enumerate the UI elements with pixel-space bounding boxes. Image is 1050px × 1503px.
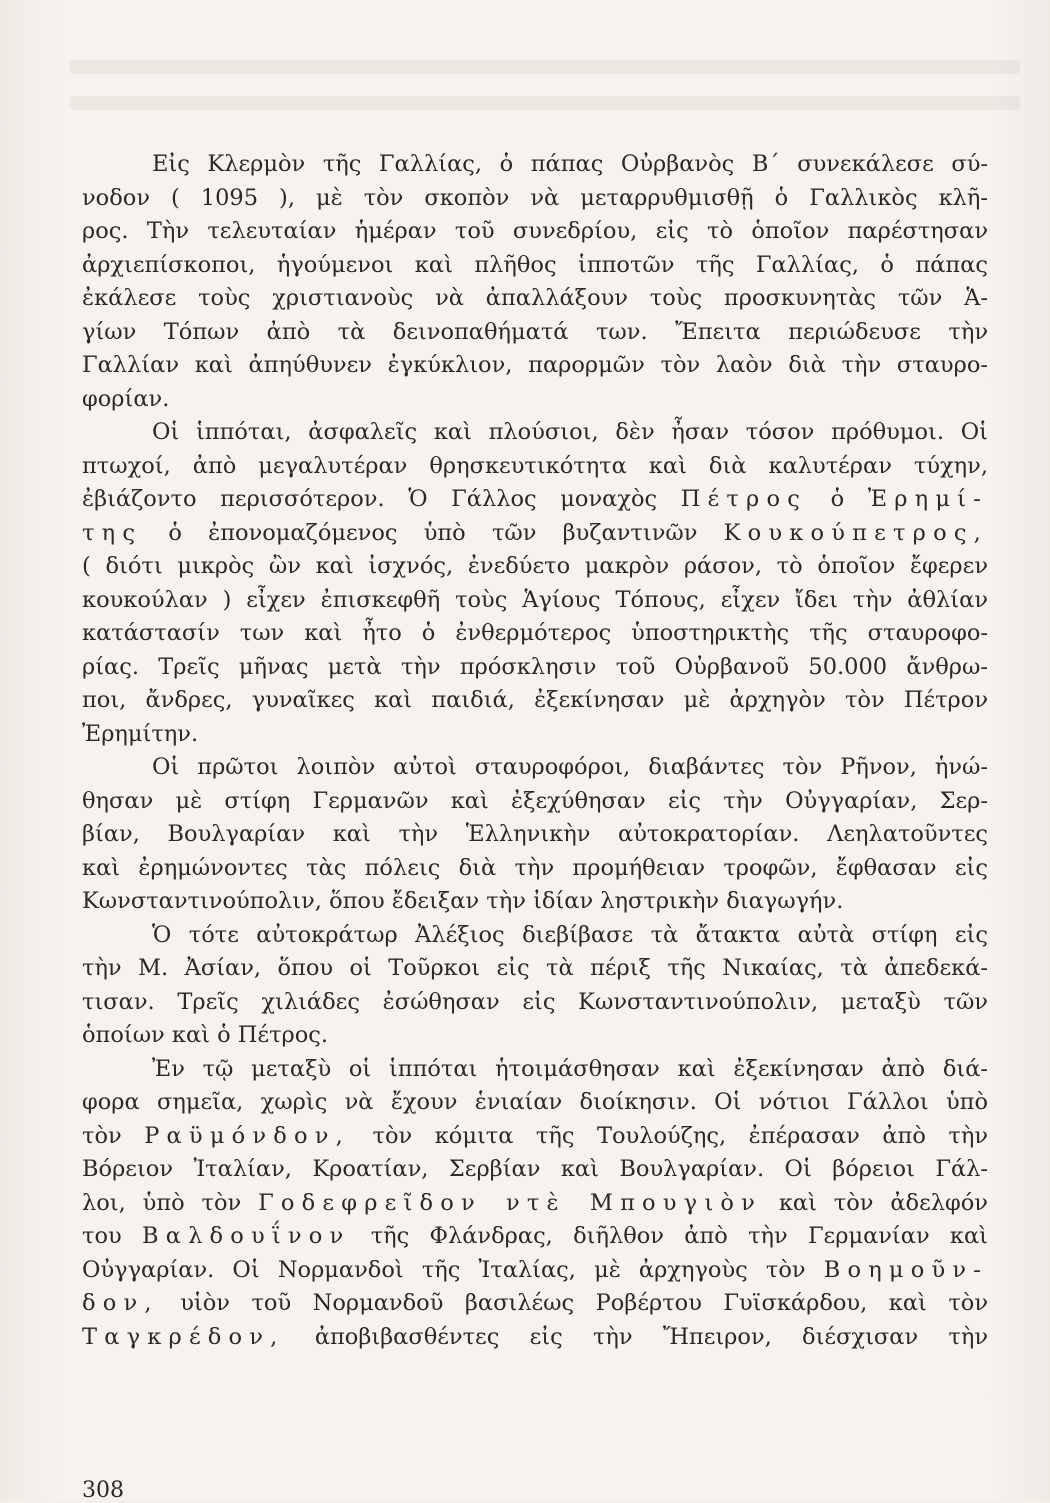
text-line: ποι, ἄνδρες, γυναῖκες καὶ παιδιά, ἐξεκίνησαν μὲ ἀρχηγὸν τὸν Πέτρον xyxy=(82,687,988,713)
text-fragment: υἱὸν τοῦ Νορμανδοῦ βασιλέως Ροβέρτου Γυϊσκάρδου, καὶ τὸν xyxy=(180,1290,988,1316)
text-fragment: καὶ τὸν ἀδελφόν xyxy=(778,1189,988,1216)
text-line xyxy=(82,1220,988,1254)
text-line: βίαν, Βουλγαρίαν καὶ τὴν Ἑλληνικὴν αὐτοκρατορίαν. Λεηλατοῦντες xyxy=(82,821,988,847)
text-fragment: ἐβιάζοντο περισσότερον. Ὁ Γάλλος μοναχὸς xyxy=(82,486,658,512)
text-line: Ὁ τότε αὐτοκράτωρ Ἀλέξιος διεβίβασε τὰ ἄτακτα αὐτὰ στίφη εἰς xyxy=(152,921,988,948)
text-line: γίων Τόπων ἀπὸ τὰ δεινοπαθήματά των. Ἔπειτα περιώδευσε τὴν xyxy=(82,318,988,345)
text-fragment: Οὐγγαρίαν. Οἱ Νορμανδοὶ τῆς Ἰταλίας, μὲ ἀρχηγοὺς τὸν xyxy=(82,1256,806,1283)
text-line xyxy=(82,483,988,517)
bleed-through-shadow xyxy=(70,96,1020,110)
text-fragment: ὁ xyxy=(830,486,845,512)
text-line: ρίας. Τρεῖς μῆνας μετὰ τὴν πρόσκλησιν τοῦ Οὐρβανοῦ 50.000 ἄνθρω- xyxy=(82,653,988,680)
text-line: ( διότι μικρὸς ὢν καὶ ἰσχνός, ἐνεδύετο μακρὸν ράσον, τὸ ὁποῖον ἔφερεν xyxy=(82,553,988,579)
text-fragment: του xyxy=(82,1223,122,1249)
spaced-name: Βοημοῦν- xyxy=(823,1256,988,1283)
text-line: καὶ ἐρημώνοντες τὰς πόλεις διὰ τὴν προμήθειαν τροφῶν, ἔφθασαν εἰς xyxy=(82,854,988,881)
text-line xyxy=(82,1120,988,1154)
text-line: Γαλλίαν καὶ ἀπηύθυνεν ἐγκύκλιον, παρορμῶν τὸν λαὸν διὰ τὴν σταυρο- xyxy=(82,352,988,378)
text-line: ἐκάλεσε τοὺς χριστιανοὺς νὰ ἀπαλλάξουν τοὺς προσκυνητὰς τῶν Ἁ- xyxy=(82,285,988,311)
spaced-name: Βαλδουΐνον xyxy=(141,1223,351,1249)
text-line: φορίαν. xyxy=(82,385,170,412)
text-line: κουκούλαν ) εἶχεν ἐπισκεφθῆ τοὺς Ἁγίους Τόπους, εἶχεν ἴδει τὴν ἀθλίαν xyxy=(82,586,988,613)
text-line: τὴν Μ. Ἀσίαν, ὅπου οἱ Τοῦρκοι εἰς τὰ πέριξ τῆς Νικαίας, τὰ ἀπεδεκά- xyxy=(82,955,988,981)
spaced-name: δον, xyxy=(82,1290,159,1316)
text-fragment: τὸν κόμιτα τῆς Τουλούζης, ἐπέρασαν ἀπὸ τὴν xyxy=(372,1122,988,1149)
text-line: Κωνσταντινούπολιν, ὅπου ἔδειξαν τὴν ἰδίαν ληστρικὴν διαγωγήν. xyxy=(82,888,844,914)
text-fragment: τῆς Φλάνδρας, διῆλθον ἀπὸ τὴν Γερμανίαν καὶ xyxy=(370,1223,988,1249)
bleed-through-shadow xyxy=(70,60,1020,74)
spaced-name: Πέτρος xyxy=(680,486,808,512)
body-text xyxy=(82,148,988,1354)
text-fragment: ἀποβιβασθέντες εἰς τὴν Ἤπειρον, διέσχισαν τὴν xyxy=(314,1323,988,1350)
text-line xyxy=(82,1321,988,1355)
text-line: Ἐν τῷ μεταξὺ οἱ ἱππόται ἡτοιμάσθησαν καὶ ἐξεκίνησαν ἀπὸ διά- xyxy=(152,1055,988,1082)
text-line: πτωχοί, ἀπὸ μεγαλυτέραν θρησκευτικότητα καὶ διὰ καλυτέραν τύχην, xyxy=(82,452,988,479)
text-line: Βόρειον Ἰταλίαν, Κροατίαν, Σερβίαν καὶ Βουλγαρίαν. Οἱ βόρειοι Γάλ- xyxy=(82,1156,988,1182)
text-line: τισαν. Τρεῖς χιλιάδες ἐσώθησαν εἰς Κωνσταντινούπολιν, μεταξὺ τῶν xyxy=(82,988,988,1015)
text-line: ἀρχιεπίσκοποι, ἡγούμενοι καὶ πλῆθος ἱπποτῶν τῆς Γαλλίας, ὁ πάπας xyxy=(82,251,988,278)
text-fragment: ὁ ἐπονομαζόμενος ὑπὸ τῶν βυζαντινῶν xyxy=(168,519,698,546)
page-number: 308 xyxy=(82,1478,124,1503)
text-line: Εἰς Κλερμὸν τῆς Γαλλίας, ὁ πάπας Οὐρβανὸς Β΄ συνεκάλεσε σύ- xyxy=(152,151,988,177)
text-line: θησαν μὲ στίφη Γερμανῶν καὶ ἐξεχύθησαν εἰς τὴν Οὐγγαρίαν, Σερ- xyxy=(82,787,988,814)
spaced-name: Ραϋμόνδον, xyxy=(144,1122,350,1149)
spaced-name: Ἐρημί- xyxy=(867,486,988,512)
text-line: Οἱ πρῶτοι λοιπὸν αὐτοὶ σταυροφόροι, διαβάντες τὸν Ρῆνον, ἡνώ- xyxy=(152,754,988,780)
spaced-name: της xyxy=(82,519,143,546)
spaced-name: Γοδεφρεῖδον ντὲ Μπουγιὸν xyxy=(258,1189,762,1216)
text-line: φορα σημεῖα, χωρὶς νὰ ἔχουν ἑνιαίαν διοίκησιν. Οἱ νότιοι Γάλλοι ὑπὸ xyxy=(82,1089,988,1115)
text-fragment: τὸν xyxy=(82,1122,122,1149)
text-line: Ἐρημίτην. xyxy=(82,720,199,747)
text-line xyxy=(82,1254,988,1288)
text-line xyxy=(82,517,988,551)
text-line: νοδον ( 1095 ), μὲ τὸν σκοπὸν νὰ μεταρρυθμισθῇ ὁ Γαλλικὸς κλῆ- xyxy=(82,184,988,211)
text-line: ὁποίων καὶ ὁ Πέτρος. xyxy=(82,1022,329,1048)
spaced-name: Ταγκρέδον, xyxy=(82,1323,285,1350)
spaced-name: Κουκούπετρος, xyxy=(723,519,988,546)
text-fragment: λοι, ὑπὸ τὸν xyxy=(82,1189,242,1216)
text-line xyxy=(82,1187,988,1221)
text-line xyxy=(82,1287,988,1321)
text-line: ρος. Τὴν τελευταίαν ἡμέραν τοῦ συνεδρίου, εἰς τὸ ὁποῖον παρέστησαν xyxy=(82,218,988,244)
text-line: κατάστασίν των καὶ ἦτο ὁ ἐνθερμότερος ὑποστηρικτὴς τῆς σταυροφο- xyxy=(82,620,988,646)
text-line: Οἱ ἱππόται, ἀσφαλεῖς καὶ πλούσιοι, δὲν ἦσαν τόσον πρόθυμοι. Οἱ xyxy=(152,419,988,445)
